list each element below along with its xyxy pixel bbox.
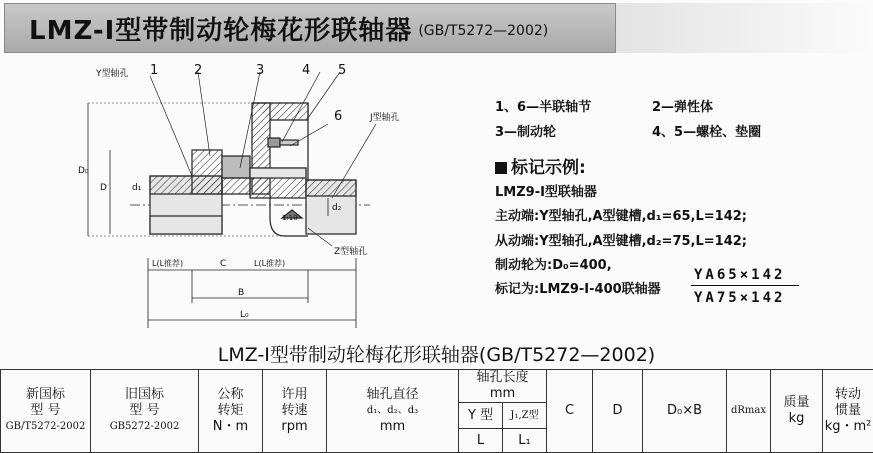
- example-heading: [495, 153, 586, 178]
- callout-4: 4: [302, 63, 311, 78]
- header-bore-sub: d₁、d₂、d₃: [366, 405, 419, 416]
- header-inertia: [823, 370, 873, 453]
- dim-d1: d₁: [132, 183, 142, 193]
- header-drmax: dRmax: [727, 370, 771, 453]
- callout-2: 2: [194, 63, 203, 78]
- header-torque: [199, 370, 263, 453]
- header-new-model: [1, 370, 91, 453]
- header-c: C: [547, 370, 593, 453]
- mark-numerator: YA65×142: [694, 267, 786, 283]
- header-speed: [263, 370, 327, 453]
- header-length: [459, 370, 547, 403]
- dim-d0: D₀: [78, 166, 89, 176]
- dim-b: B: [238, 288, 245, 298]
- header-torque-line2: 转矩: [217, 403, 244, 418]
- dim-taper: 1:10: [282, 214, 298, 222]
- header-jz-type: J₁,Z型: [503, 403, 547, 429]
- header-mass-line1: 质量: [783, 395, 810, 410]
- header-speed-line2: 转速: [281, 403, 308, 418]
- example-driven: 从动端:Y型轴孔,A型键槽,d₂=75,L=142;: [495, 234, 747, 249]
- header-mass: [771, 370, 823, 453]
- header-old-line1: 旧国标: [124, 387, 164, 402]
- header-old-line2: 型 号: [129, 403, 160, 418]
- example-driving: 主动端:Y型轴孔,A型键槽,d₁=65,L=142;: [495, 209, 747, 224]
- header-bore-unit: mm: [379, 419, 406, 434]
- header-inertia-line1: 转动: [835, 387, 862, 402]
- header-inertia-unit: kg・m²: [824, 419, 872, 434]
- header-mass-unit: kg: [788, 411, 805, 426]
- callout-3: 3: [256, 63, 265, 78]
- example-wheel: 制动轮为:D₀=400,: [495, 258, 612, 273]
- header-length-unit: mm: [489, 386, 516, 401]
- header-bore: [327, 370, 459, 453]
- dim-l0: L₀: [240, 310, 249, 320]
- example-mark-prefix: 标记为:LMZ9-Ⅰ-400联轴器: [495, 282, 661, 297]
- coupling-drawing: [70, 58, 430, 333]
- header-length-line1: 轴孔长度: [476, 370, 529, 385]
- header-l: L: [459, 429, 503, 453]
- header-new-std: GB/T5272-2002: [5, 421, 86, 432]
- header-old-model: [91, 370, 199, 453]
- header-torque-line1: 公称: [217, 387, 244, 402]
- dim-c: C: [220, 259, 227, 269]
- dim-d2: d₂: [332, 203, 342, 213]
- legend-item-2: 2—弹性体: [652, 100, 714, 115]
- table-title: LMZ-I型带制动轮梅花形联轴器(GB/T5272—2002): [217, 344, 656, 366]
- callout-1: 1: [150, 63, 159, 78]
- callout-5: 5: [338, 63, 347, 78]
- z-hole-label: Z型轴孔: [334, 247, 368, 257]
- header-d0b: D₀×B: [643, 370, 727, 453]
- example-title: 标记示例:: [511, 158, 586, 178]
- square-bullet-icon: [495, 162, 507, 174]
- dim-l-left: L(L推荐): [152, 259, 184, 268]
- legend-item-3: 3—制动轮: [495, 125, 557, 140]
- banner-fade: [616, 3, 873, 53]
- title-standard: (GB/T5272—2002): [418, 23, 549, 39]
- header-torque-unit: N・m: [212, 419, 249, 434]
- callout-6: 6: [334, 109, 343, 124]
- page-title: LMZ-I型带制动轮梅花形联轴器: [29, 15, 413, 46]
- header-y-type: Y 型: [459, 403, 503, 429]
- header-l1: L₁: [503, 429, 547, 453]
- header-bore-line1: 轴孔直径: [366, 387, 419, 402]
- y-hole-label: Y型轴孔: [96, 69, 129, 79]
- j-hole-label: J型轴孔: [370, 113, 400, 123]
- dim-l-right: L(L推荐): [254, 259, 286, 268]
- legend-item-1: 1、6—半联轴节: [495, 100, 592, 115]
- header-d: D: [593, 370, 643, 453]
- mark-fraction-line: [691, 285, 799, 286]
- header-new-line2: 型 号: [30, 403, 61, 418]
- spec-table: [0, 369, 873, 453]
- dim-d: D: [100, 183, 107, 193]
- header-speed-line1: 许用: [281, 387, 308, 402]
- header-speed-unit: rpm: [281, 419, 308, 434]
- header-inertia-line2: 惯量: [835, 403, 862, 418]
- header-new-line1: 新国标: [25, 387, 65, 402]
- header-old-std: GB5272-2002: [109, 421, 180, 432]
- title-banner: [4, 3, 616, 53]
- mark-denominator: YA75×142: [694, 290, 786, 306]
- legend-item-4: 4、5—螺栓、垫圈: [652, 125, 762, 140]
- example-name: LMZ9-Ⅰ型联轴器: [495, 185, 597, 200]
